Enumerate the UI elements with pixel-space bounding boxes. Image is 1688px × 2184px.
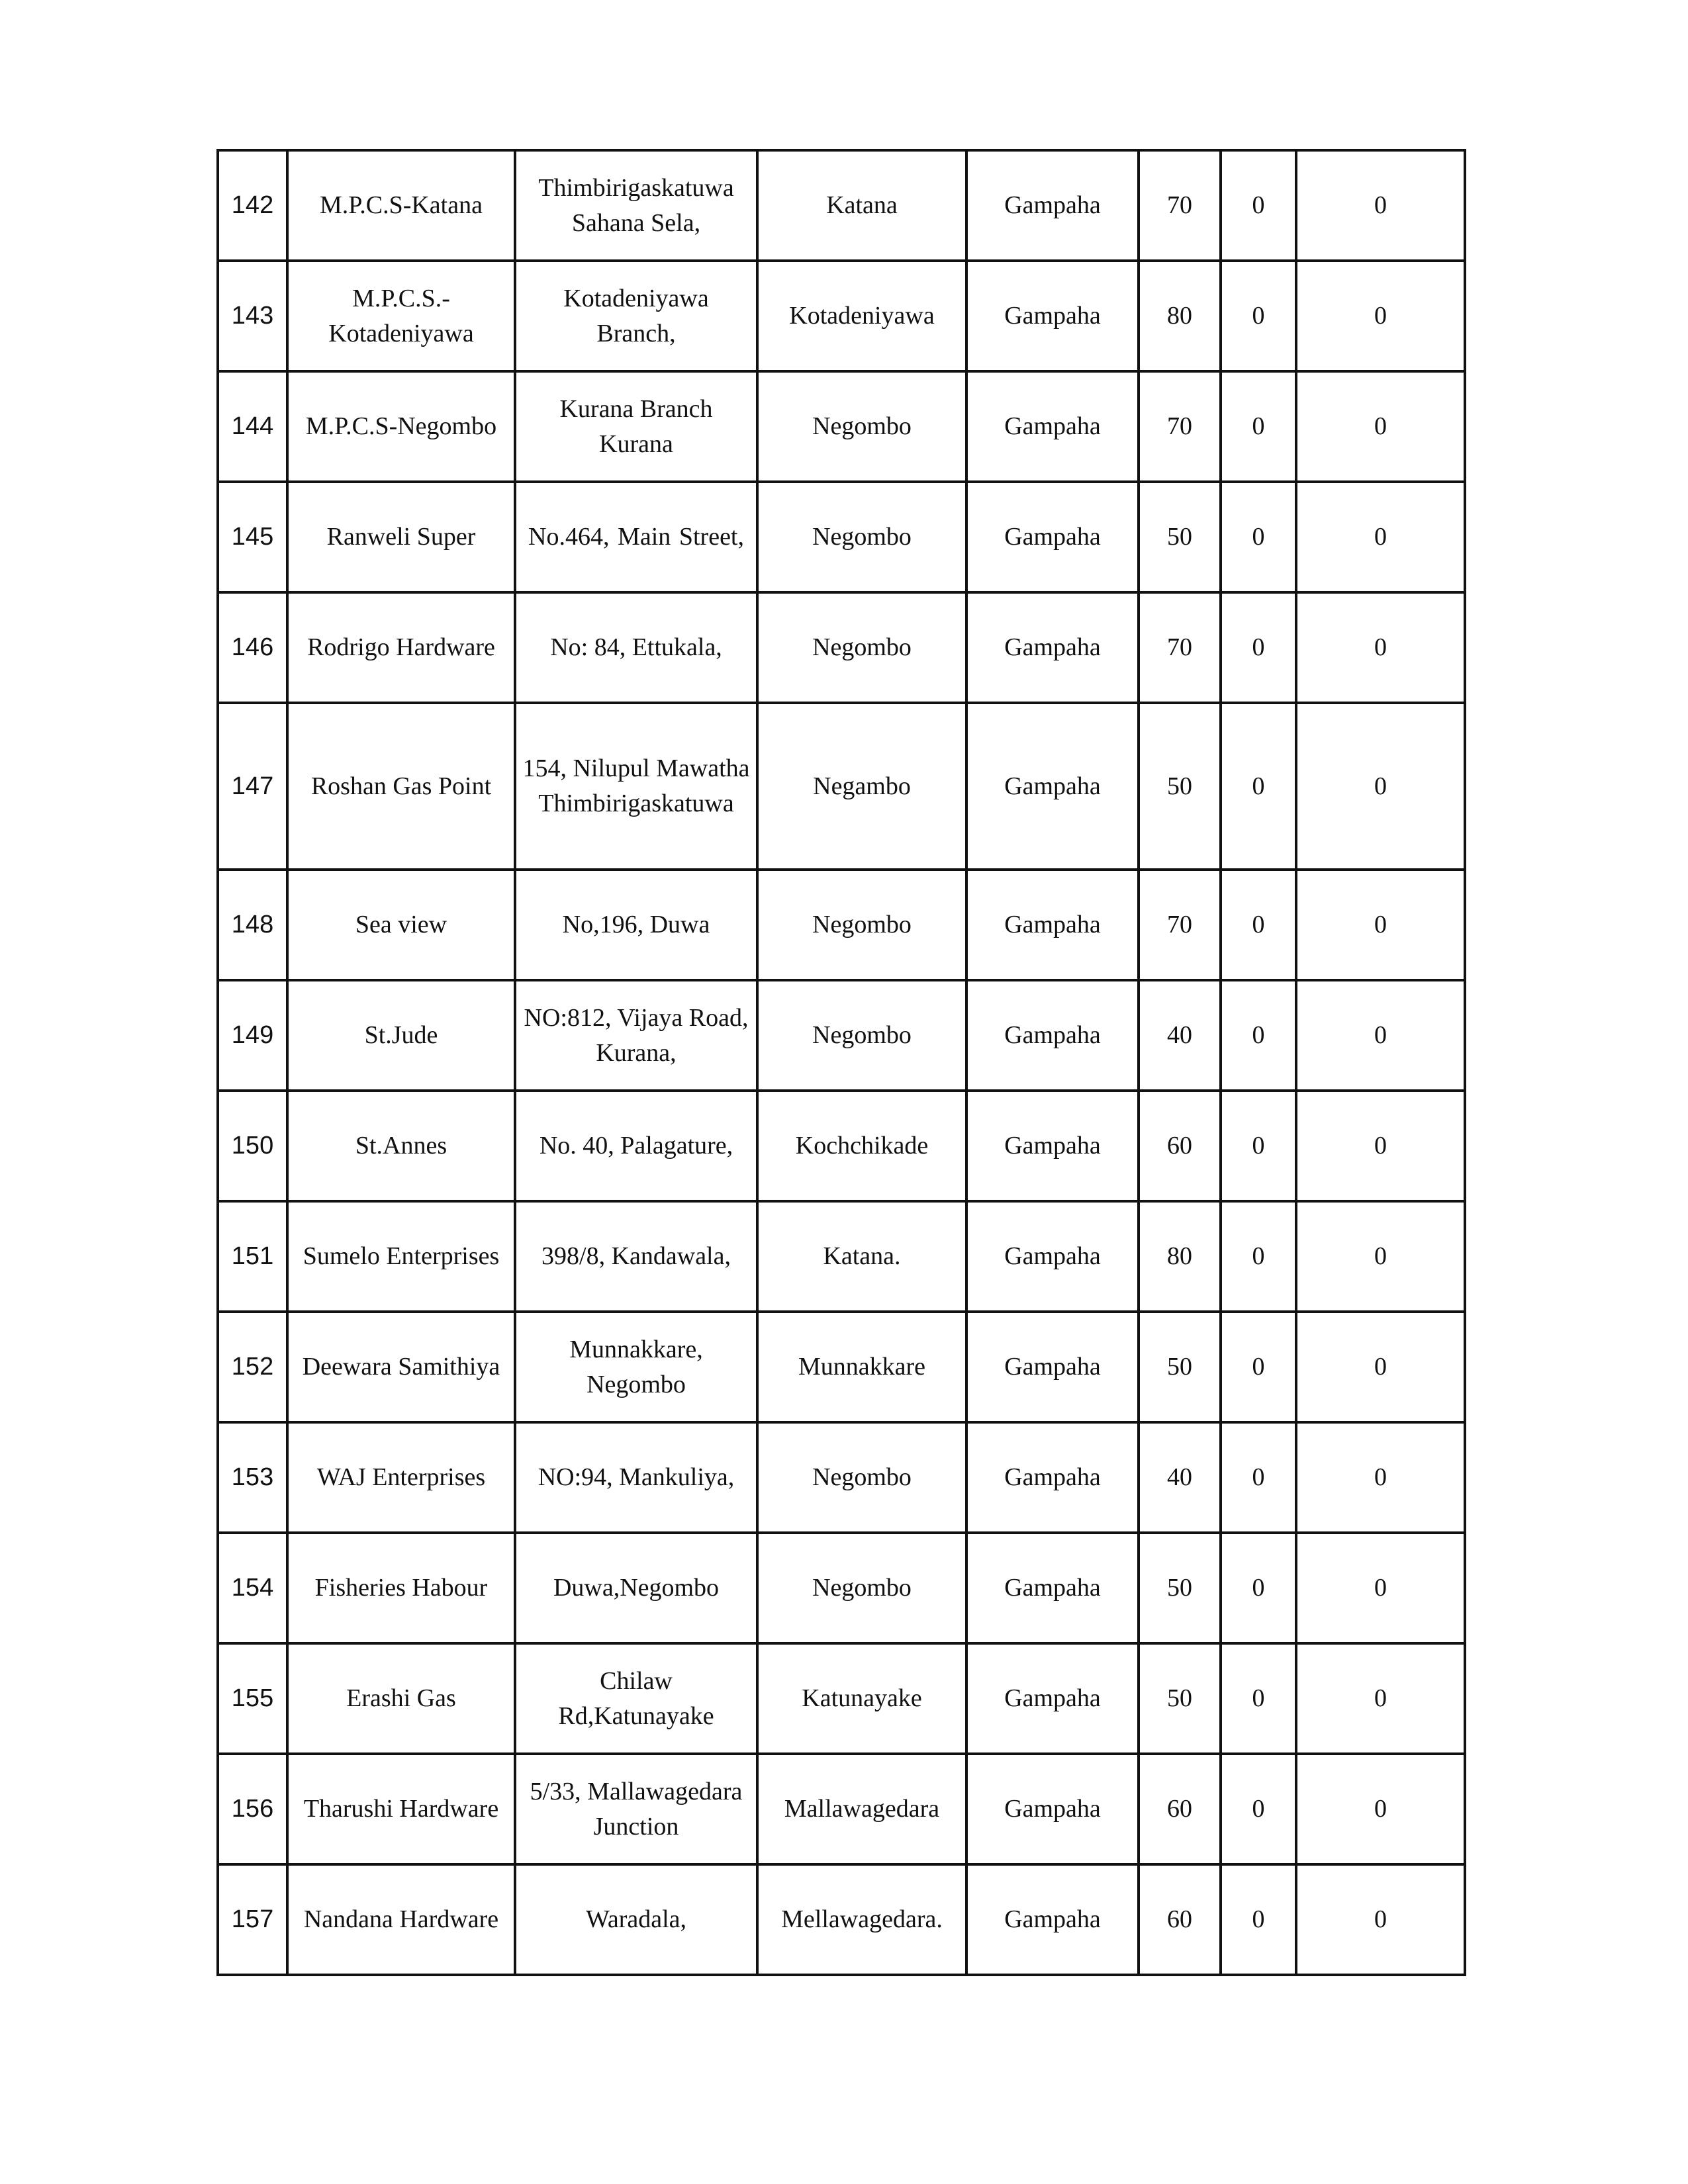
- table-row: [218, 1754, 1465, 1864]
- dealer-district: Gampaha: [966, 150, 1139, 261]
- dealer-name: St.Jude: [287, 980, 515, 1091]
- dealer-address: 154, Nilupul Mawatha Thimbirigaskatuwa: [515, 703, 757, 870]
- dealer-district: Gampaha: [966, 1312, 1139, 1422]
- dealer-quantity: 60: [1139, 1091, 1221, 1201]
- dealer-name: Deewara Samithiya: [287, 1312, 515, 1422]
- dealer-value-a: 0: [1221, 482, 1296, 592]
- dealer-district: Gampaha: [966, 1754, 1139, 1864]
- dealer-value-b: 0: [1296, 980, 1465, 1091]
- dealer-value-b: 0: [1296, 1533, 1465, 1643]
- table-row: [218, 703, 1465, 870]
- dealer-district: Gampaha: [966, 703, 1139, 870]
- dealer-district: Gampaha: [966, 1091, 1139, 1201]
- dealer-quantity: 50: [1139, 1312, 1221, 1422]
- dealer-district: Gampaha: [966, 1643, 1139, 1754]
- dealer-quantity: 60: [1139, 1754, 1221, 1864]
- dealer-quantity: 50: [1139, 1643, 1221, 1754]
- dealer-value-a: 0: [1221, 1533, 1296, 1643]
- dealer-value-a: 0: [1221, 1312, 1296, 1422]
- dealer-address: Waradala,: [515, 1864, 757, 1975]
- dealer-value-a: 0: [1221, 1864, 1296, 1975]
- dealer-quantity: 40: [1139, 1422, 1221, 1533]
- dealer-district: Gampaha: [966, 261, 1139, 371]
- dealer-district: Gampaha: [966, 371, 1139, 482]
- row-number: 156: [218, 1754, 287, 1864]
- dealer-table: [216, 149, 1466, 1976]
- dealer-address: Duwa,Negombo: [515, 1533, 757, 1643]
- dealer-town: Kotadeniyawa: [757, 261, 966, 371]
- row-number: 145: [218, 482, 287, 592]
- dealer-quantity: 50: [1139, 482, 1221, 592]
- dealer-name: M.P.C.S.- Kotadeniyawa: [287, 261, 515, 371]
- dealer-address: No,196, Duwa: [515, 870, 757, 980]
- table-row: [218, 261, 1465, 371]
- table-row: [218, 980, 1465, 1091]
- table-row: [218, 1643, 1465, 1754]
- table-row: [218, 870, 1465, 980]
- dealer-name: Sumelo Enterprises: [287, 1201, 515, 1312]
- dealer-address: No. 40, Palagature,: [515, 1091, 757, 1201]
- row-number: 144: [218, 371, 287, 482]
- dealer-value-b: 0: [1296, 371, 1465, 482]
- dealer-district: Gampaha: [966, 482, 1139, 592]
- dealer-town: Katunayake: [757, 1643, 966, 1754]
- row-number: 149: [218, 980, 287, 1091]
- dealer-value-a: 0: [1221, 1754, 1296, 1864]
- dealer-name: Sea view: [287, 870, 515, 980]
- table-row: [218, 592, 1465, 703]
- dealer-name: Roshan Gas Point: [287, 703, 515, 870]
- dealer-address: Thimbirigaskatuwa Sahana Sela,: [515, 150, 757, 261]
- dealer-quantity: 70: [1139, 592, 1221, 703]
- row-number: 155: [218, 1643, 287, 1754]
- dealer-value-b: 0: [1296, 592, 1465, 703]
- dealer-value-a: 0: [1221, 1643, 1296, 1754]
- dealer-address: NO:812, Vijaya Road, Kurana,: [515, 980, 757, 1091]
- table-row: [218, 1864, 1465, 1975]
- dealer-town: Negombo: [757, 870, 966, 980]
- dealer-name: Nandana Hardware: [287, 1864, 515, 1975]
- dealer-name: Fisheries Habour: [287, 1533, 515, 1643]
- dealer-name: Tharushi Hardware: [287, 1754, 515, 1864]
- table-row: [218, 1091, 1465, 1201]
- row-number: 152: [218, 1312, 287, 1422]
- dealer-name: St.Annes: [287, 1091, 515, 1201]
- dealer-district: Gampaha: [966, 870, 1139, 980]
- dealer-town: Mallawagedara: [757, 1754, 966, 1864]
- dealer-address: NO:94, Mankuliya,: [515, 1422, 757, 1533]
- dealer-value-a: 0: [1221, 1091, 1296, 1201]
- row-number: 150: [218, 1091, 287, 1201]
- dealer-value-b: 0: [1296, 1091, 1465, 1201]
- dealer-district: Gampaha: [966, 1422, 1139, 1533]
- dealer-district: Gampaha: [966, 1201, 1139, 1312]
- dealer-name: Rodrigo Hardware: [287, 592, 515, 703]
- dealer-address: No: 84, Ettukala,: [515, 592, 757, 703]
- dealer-name: WAJ Enterprises: [287, 1422, 515, 1533]
- dealer-name: Erashi Gas: [287, 1643, 515, 1754]
- row-number: 146: [218, 592, 287, 703]
- dealer-value-b: 0: [1296, 703, 1465, 870]
- table-row: [218, 1312, 1465, 1422]
- dealer-district: Gampaha: [966, 1533, 1139, 1643]
- table-row: [218, 1201, 1465, 1312]
- dealer-quantity: 50: [1139, 703, 1221, 870]
- dealer-value-a: 0: [1221, 1422, 1296, 1533]
- dealer-value-b: 0: [1296, 1643, 1465, 1754]
- dealer-town: Negombo: [757, 980, 966, 1091]
- dealer-quantity: 70: [1139, 870, 1221, 980]
- dealer-address: Kotadeniyawa Branch,: [515, 261, 757, 371]
- dealer-quantity: 50: [1139, 1533, 1221, 1643]
- table-row: [218, 482, 1465, 592]
- dealer-value-b: 0: [1296, 1422, 1465, 1533]
- row-number: 147: [218, 703, 287, 870]
- dealer-town: Negambo: [757, 703, 966, 870]
- dealer-value-a: 0: [1221, 703, 1296, 870]
- dealer-town: Munnakkare: [757, 1312, 966, 1422]
- row-number: 148: [218, 870, 287, 980]
- dealer-value-b: 0: [1296, 1312, 1465, 1422]
- dealer-district: Gampaha: [966, 980, 1139, 1091]
- dealer-value-b: 0: [1296, 150, 1465, 261]
- dealer-address: 5/33, Mallawagedara Junction: [515, 1754, 757, 1864]
- dealer-town: Katana: [757, 150, 966, 261]
- dealer-value-b: 0: [1296, 1864, 1465, 1975]
- dealer-town: Negombo: [757, 1422, 966, 1533]
- table-row: [218, 150, 1465, 261]
- dealer-address: Kurana Branch Kurana: [515, 371, 757, 482]
- row-number: 157: [218, 1864, 287, 1975]
- table-row: [218, 371, 1465, 482]
- dealer-value-a: 0: [1221, 1201, 1296, 1312]
- dealer-quantity: 80: [1139, 1201, 1221, 1312]
- dealer-district: Gampaha: [966, 592, 1139, 703]
- table-row: [218, 1422, 1465, 1533]
- dealer-town: Negombo: [757, 1533, 966, 1643]
- dealer-quantity: 80: [1139, 261, 1221, 371]
- dealer-value-b: 0: [1296, 1754, 1465, 1864]
- dealer-value-b: 0: [1296, 870, 1465, 980]
- dealer-value-a: 0: [1221, 592, 1296, 703]
- dealer-value-a: 0: [1221, 150, 1296, 261]
- dealer-town: Negombo: [757, 482, 966, 592]
- dealer-value-a: 0: [1221, 261, 1296, 371]
- table-row: [218, 1533, 1465, 1643]
- dealer-address: Munnakkare, Negombo: [515, 1312, 757, 1422]
- dealer-value-a: 0: [1221, 980, 1296, 1091]
- dealer-town: Mellawagedara.: [757, 1864, 966, 1975]
- dealer-name: M.P.C.S-Negombo: [287, 371, 515, 482]
- dealer-town: Katana.: [757, 1201, 966, 1312]
- dealer-quantity: 70: [1139, 150, 1221, 261]
- dealer-address: 398/8, Kandawala,: [515, 1201, 757, 1312]
- dealer-district: Gampaha: [966, 1864, 1139, 1975]
- dealer-town: Kochchikade: [757, 1091, 966, 1201]
- dealer-town: Negombo: [757, 371, 966, 482]
- dealer-value-b: 0: [1296, 482, 1465, 592]
- row-number: 151: [218, 1201, 287, 1312]
- dealer-quantity: 60: [1139, 1864, 1221, 1975]
- dealer-name: M.P.C.S-Katana: [287, 150, 515, 261]
- dealer-name: Ranweli Super: [287, 482, 515, 592]
- dealer-value-a: 0: [1221, 870, 1296, 980]
- dealer-address: No.464, Main Street,: [515, 482, 757, 592]
- dealer-value-b: 0: [1296, 1201, 1465, 1312]
- dealer-town: Negombo: [757, 592, 966, 703]
- row-number: 153: [218, 1422, 287, 1533]
- row-number: 142: [218, 150, 287, 261]
- row-number: 154: [218, 1533, 287, 1643]
- dealer-value-a: 0: [1221, 371, 1296, 482]
- dealer-value-b: 0: [1296, 261, 1465, 371]
- row-number: 143: [218, 261, 287, 371]
- dealer-quantity: 40: [1139, 980, 1221, 1091]
- dealer-quantity: 70: [1139, 371, 1221, 482]
- dealer-address: Chilaw Rd,Katunayake: [515, 1643, 757, 1754]
